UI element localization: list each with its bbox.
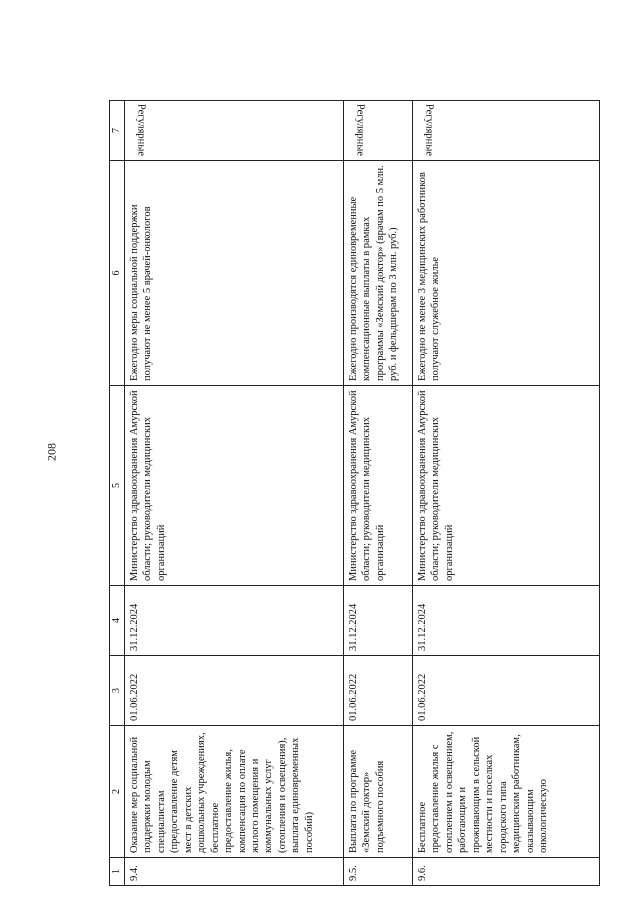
- periodicity-cell: [125, 101, 344, 161]
- header-col-5: 5: [110, 386, 125, 586]
- rotated-page: [109, 101, 601, 886]
- start-date-cell: 01.06.2022: [413, 656, 600, 726]
- result-cell: Ежегодно меры социальной поддержки получают не менее 5 врачей-онкологов: [125, 161, 344, 386]
- header-col-6: 6: [110, 161, 125, 386]
- responsible-cell: Министерство здравоохранения Амурской области; руководители медицинских организаций: [344, 386, 413, 586]
- periodicity-label: Регулярные: [354, 103, 366, 156]
- periodicity-label: Регулярные: [135, 103, 147, 156]
- header-col-3: 3: [110, 656, 125, 726]
- start-date-cell: 01.06.2022: [344, 656, 413, 726]
- measure-cell: Бесплатное предоставление жилья с отоплением и освещением, работающим и проживающим в сельской местности и поселках городского типа медицинским работникам, оказывающим онкологическую: [413, 726, 600, 858]
- periodicity-label: Регулярные: [423, 103, 435, 156]
- table-row: [344, 101, 413, 886]
- measure-cell: Выплата по программе «Земский доктор» подъемного пособия: [344, 726, 413, 858]
- responsible-cell: Министерство здравоохранения Амурской области; руководители медицинских организаций: [413, 386, 600, 586]
- measures-table: [109, 100, 600, 886]
- header-col-1: 1: [110, 858, 125, 886]
- result-cell: Ежегодно производятся единовременные компенсационные выплаты в рамках программы «Земский доктор» (врачам по 5 млн. руб. и фельдшерам по 3 млн. руб.): [344, 161, 413, 386]
- header-col-7: 7: [110, 101, 125, 161]
- result-cell: Ежегодно не менее 3 медицинских работников получают служебное жилье: [413, 161, 600, 386]
- row-number: 9.6.: [413, 858, 600, 886]
- table-row: [413, 101, 600, 886]
- start-date-cell: 01.06.2022: [125, 656, 344, 726]
- end-date-cell: 31.12.2024: [413, 586, 600, 656]
- measure-cell: Оказание мер социальной поддержки молодым специалистам (предоставление детям мест в детских дошкольных учреждениях, бесплатное предоставление жилья, компенсация по оплате жилого помещения и коммунальных услуг (отопления и освещения), выплата единовременных пособий): [125, 726, 344, 858]
- responsible-cell: Министерство здравоохранения Амурской области; руководители медицинских организаций: [125, 386, 344, 586]
- table-row: [125, 101, 344, 886]
- header-row: [110, 101, 125, 886]
- page-number: 208: [44, 443, 59, 461]
- periodicity-cell: [413, 101, 600, 161]
- row-number: 9.5.: [344, 858, 413, 886]
- header-col-4: 4: [110, 586, 125, 656]
- periodicity-cell: [344, 101, 413, 161]
- row-number: 9.4.: [125, 858, 344, 886]
- header-col-2: 2: [110, 726, 125, 858]
- end-date-cell: 31.12.2024: [344, 586, 413, 656]
- end-date-cell: 31.12.2024: [125, 586, 344, 656]
